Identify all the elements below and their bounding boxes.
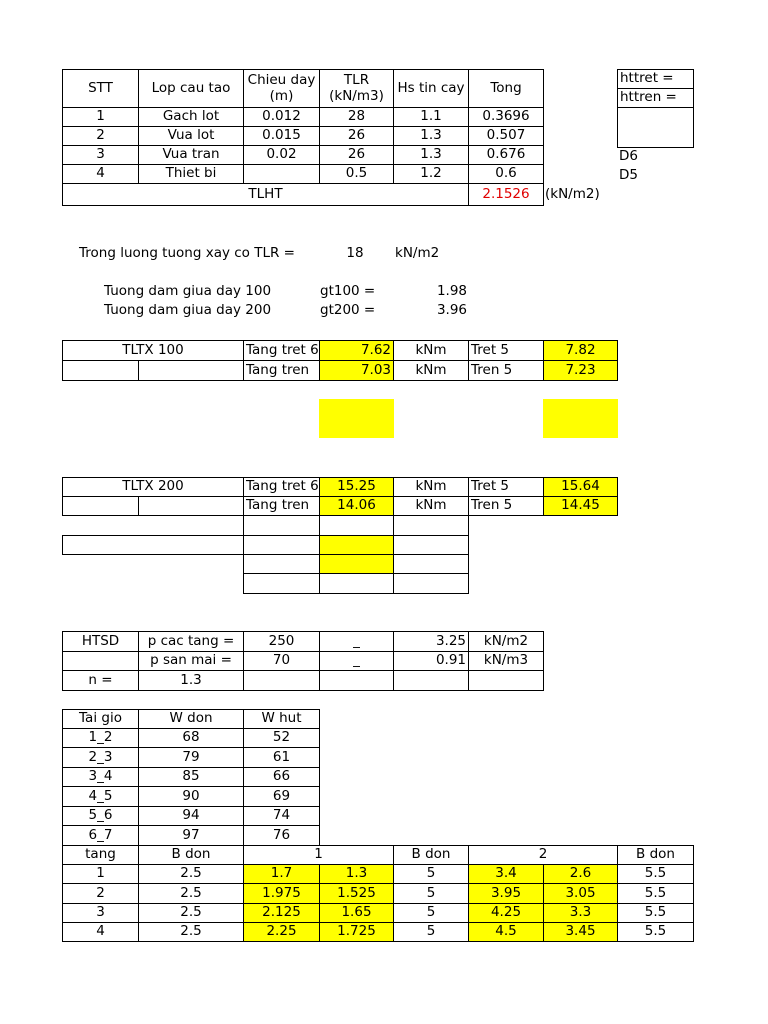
empty-cell (62, 535, 244, 555)
header-total: Tong (468, 69, 544, 108)
wall-line-label: Trong luong tuong xay co TLR = (79, 245, 295, 262)
cell: 1 (62, 107, 139, 127)
header-floor: tang (62, 845, 139, 865)
cell: Vua lot (138, 126, 244, 146)
value-cell: 7.82 (543, 340, 618, 361)
cell: 3 (62, 145, 139, 165)
highlight-cell (319, 535, 394, 555)
cell: 1 (62, 864, 139, 884)
value-cell: 1.65 (319, 903, 394, 923)
cell: 0.3696 (468, 107, 544, 127)
cell: 1.1 (393, 107, 469, 127)
cell: _ (319, 651, 394, 671)
value-cell: 1.975 (243, 883, 320, 904)
cell: Gach lot (138, 107, 244, 127)
total-unit: (kN/m2) (545, 186, 600, 203)
empty-cell (393, 535, 469, 555)
wall-100-label: Tuong dam giua day 100 (104, 283, 272, 300)
total-label: TLHT (62, 183, 469, 206)
cell: 2.5 (138, 903, 244, 923)
empty-cell (319, 573, 394, 594)
cell: 5.5 (617, 883, 694, 904)
d6-label: D6 (619, 147, 638, 164)
empty-cell (617, 107, 694, 148)
value-cell: 14.45 (543, 496, 618, 516)
empty-cell (243, 554, 320, 574)
value-cell: 7.03 (319, 360, 394, 381)
value-cell: 4.25 (468, 903, 544, 923)
header-layer: Lop cau tao (138, 69, 244, 108)
wall-200-value: 3.96 (436, 302, 467, 319)
cell: 1_2 (62, 728, 139, 748)
empty-cell (62, 496, 139, 516)
header-w-don: W don (138, 709, 244, 729)
cell: 2.5 (138, 922, 244, 942)
tltx-100-title: TLTX 100 (62, 340, 244, 361)
cell: 90 (138, 786, 244, 807)
unit-cell: kNm (393, 496, 469, 516)
cell: 69 (243, 786, 320, 807)
empty-cell (393, 670, 469, 691)
cell: 26 (319, 126, 394, 146)
value-cell: 1.725 (319, 922, 394, 942)
unit-cell: kNm (393, 360, 469, 381)
header-b-don: B don (617, 845, 694, 865)
cell: 2 (62, 126, 139, 146)
cell: Tret 5 (468, 477, 544, 497)
unit-cell: kNm (393, 340, 469, 361)
cell: 2.5 (138, 883, 244, 904)
value-cell: 2.125 (243, 903, 320, 923)
empty-cell (393, 515, 469, 536)
wall-200-symbol: gt200 = (320, 302, 376, 319)
cell: 79 (138, 747, 244, 768)
cell (243, 164, 320, 184)
empty-cell (243, 670, 320, 691)
cell: 61 (243, 747, 320, 768)
header-thickness: Chieu day (m) (243, 69, 320, 108)
cell: 0.6 (468, 164, 544, 184)
cell: 0.91 (393, 651, 469, 671)
cell: 5 (393, 903, 469, 923)
cell: Tren 5 (468, 496, 544, 516)
empty-cell (319, 670, 394, 691)
wall-unit: kN/m2 (395, 245, 440, 262)
empty-cell (468, 670, 544, 691)
cell: 3 (62, 903, 139, 923)
value-cell: 1.3 (319, 864, 394, 884)
highlight-cell (319, 554, 394, 574)
d5-label: D5 (619, 166, 638, 183)
header-wind: Tai gio (62, 709, 139, 729)
empty-cell (393, 573, 469, 594)
value-cell: 2.25 (243, 922, 320, 942)
cell: kN/m3 (468, 651, 544, 671)
header-b-don: B don (393, 845, 469, 865)
cell: 94 (138, 806, 244, 826)
cell: 5 (393, 922, 469, 942)
wall-100-value: 1.98 (436, 283, 467, 300)
cell: 0.5 (319, 164, 394, 184)
value-cell: 3.3 (543, 903, 618, 923)
empty-cell (319, 515, 394, 536)
cell: 76 (243, 825, 320, 846)
value-cell: 14.06 (319, 496, 394, 516)
header-stt: STT (62, 69, 139, 108)
empty-cell (243, 535, 320, 555)
httret-label: httret = (617, 69, 694, 89)
cell: 5.5 (617, 922, 694, 942)
empty-cell (393, 554, 469, 574)
value-cell: 1.525 (319, 883, 394, 904)
httren-label: httren = (617, 88, 694, 108)
empty-cell (243, 573, 320, 594)
cell: 250 (243, 631, 320, 652)
empty-cell (138, 360, 244, 381)
value-cell: 3.05 (543, 883, 618, 904)
cell: 0.015 (243, 126, 320, 146)
wall-100-symbol: gt100 = (320, 283, 376, 300)
cell: Tren 5 (468, 360, 544, 381)
header-b-don: B don (138, 845, 244, 865)
cell: 66 (243, 767, 320, 787)
cell: 4 (62, 922, 139, 942)
empty-cell (243, 515, 320, 536)
header-group-1: 1 (243, 845, 394, 865)
cell: 0.676 (468, 145, 544, 165)
cell: Thiet bi (138, 164, 244, 184)
cell: 68 (138, 728, 244, 748)
cell: 2_3 (62, 747, 139, 768)
cell: 28 (319, 107, 394, 127)
cell: kN/m2 (468, 631, 544, 652)
cell: 1.2 (393, 164, 469, 184)
highlight-block (543, 399, 618, 438)
cell: 1.3 (393, 126, 469, 146)
cell: Vua tran (138, 145, 244, 165)
cell: p san mai = (138, 651, 244, 671)
wall-value: 18 (346, 245, 364, 262)
value-cell: 3.4 (468, 864, 544, 884)
cell: _ (319, 631, 394, 652)
value-cell: 7.23 (543, 360, 618, 381)
cell: 4_5 (62, 786, 139, 807)
value-cell: 2.6 (543, 864, 618, 884)
cell: 5.5 (617, 864, 694, 884)
empty-cell (138, 496, 244, 516)
htsd-label: HTSD (62, 631, 139, 652)
cell: 0.507 (468, 126, 544, 146)
cell: 2.5 (138, 864, 244, 884)
cell: 26 (319, 145, 394, 165)
cell: 0.02 (243, 145, 320, 165)
cell: 3.25 (393, 631, 469, 652)
value-cell: 15.25 (319, 477, 394, 497)
header-w-hut: W hut (243, 709, 320, 729)
cell: 0.012 (243, 107, 320, 127)
cell: 2 (62, 883, 139, 904)
value-cell: 3.45 (543, 922, 618, 942)
wall-200-label: Tuong dam giua day 200 (104, 302, 272, 319)
cell: p cac tang = (138, 631, 244, 652)
cell: 4 (62, 164, 139, 184)
value-cell: 3.95 (468, 883, 544, 904)
n-label: n = (62, 670, 139, 691)
cell: Tret 5 (468, 340, 544, 361)
value-cell: 7.62 (319, 340, 394, 361)
cell: 5_6 (62, 806, 139, 826)
header-coefficient: Hs tin cay (393, 69, 469, 108)
cell: Tang tren (243, 496, 320, 516)
value-cell: 4.5 (468, 922, 544, 942)
cell: 74 (243, 806, 320, 826)
value-cell: 15.64 (543, 477, 618, 497)
value-cell: 1.7 (243, 864, 320, 884)
cell: Tang tret 6 (243, 477, 320, 497)
unit-cell: kNm (393, 477, 469, 497)
header-group-2: 2 (468, 845, 618, 865)
cell: 3_4 (62, 767, 139, 787)
total-value: 2.1526 (468, 183, 544, 206)
cell: 1.3 (393, 145, 469, 165)
highlight-block (319, 399, 394, 438)
cell: 97 (138, 825, 244, 846)
cell: 85 (138, 767, 244, 787)
header-tlr: TLR (kN/m3) (319, 69, 394, 108)
cell: 6_7 (62, 825, 139, 846)
cell: 52 (243, 728, 320, 748)
empty-cell (62, 651, 139, 671)
cell: Tang tret 6 (243, 340, 320, 361)
n-value: 1.3 (138, 670, 244, 691)
empty-cell (62, 360, 139, 381)
cell: 5 (393, 864, 469, 884)
cell: Tang tren (243, 360, 320, 381)
tltx-200-title: TLTX 200 (62, 477, 244, 497)
cell: 5.5 (617, 903, 694, 923)
cell: 70 (243, 651, 320, 671)
cell: 5 (393, 883, 469, 904)
